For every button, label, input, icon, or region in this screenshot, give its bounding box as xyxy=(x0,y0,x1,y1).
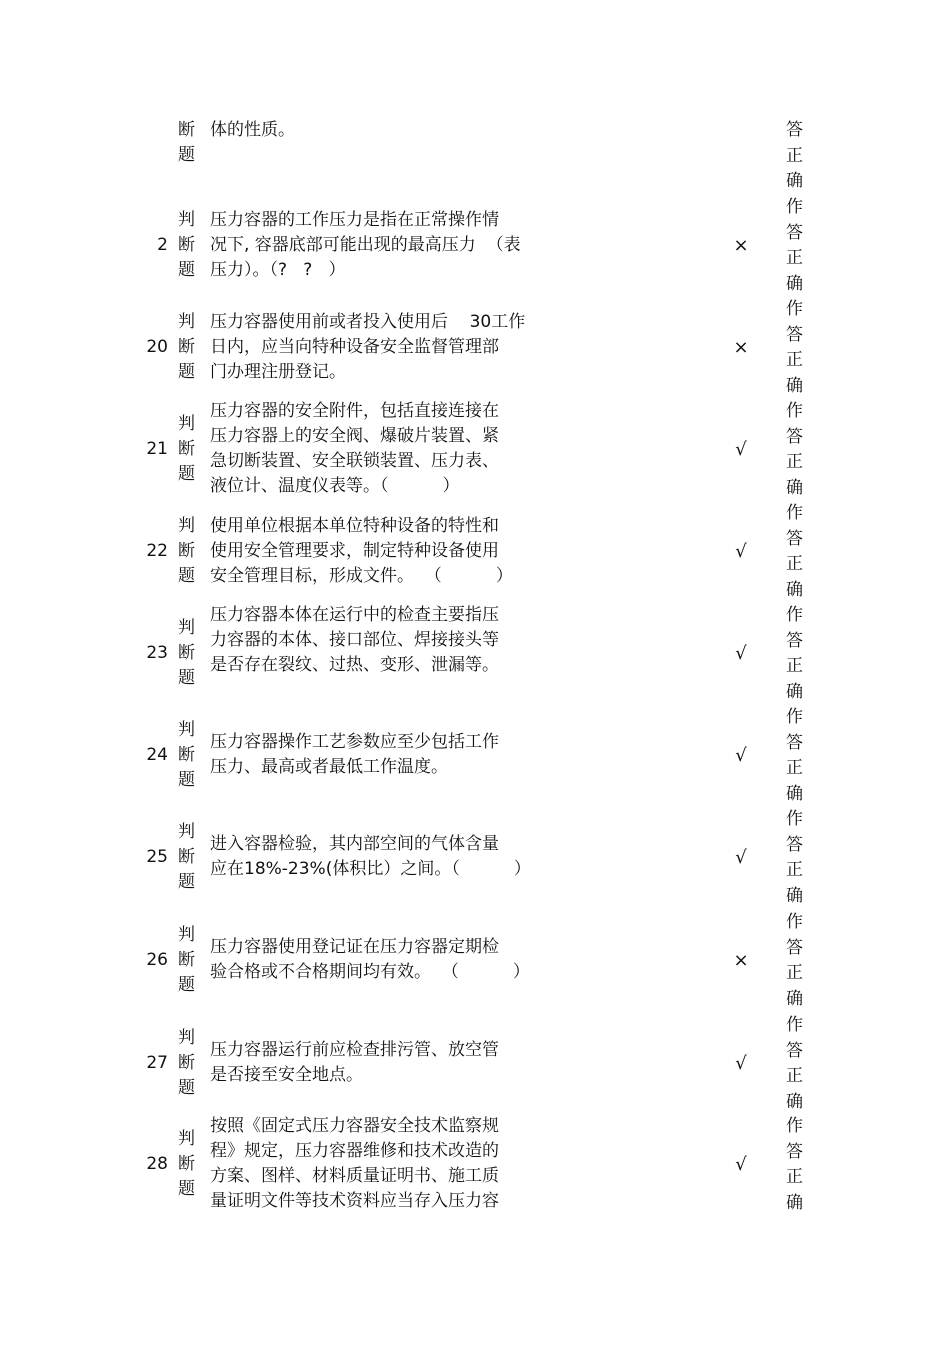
question-type: 判 断 题 xyxy=(178,312,195,382)
question-text: 压力容器的工作压力是指在正常操作情 况下, 容器底部可能出现的最高压力 （表 压力）。（? ? ） xyxy=(210,210,521,280)
question-text: 进入容器检验，其内部空间的气体含量 应在18%-23%(体积比）之间。（ ） xyxy=(210,834,531,879)
answer-mark: √ xyxy=(735,643,747,664)
question-number: 26 xyxy=(146,950,168,970)
question-type: 判 断 题 xyxy=(178,925,195,995)
question-number: 24 xyxy=(146,745,168,765)
question-type: 判 断 题 xyxy=(178,720,195,790)
answer-status: 作 答 正 确 xyxy=(786,605,803,702)
answer-status: 作 答 正 确 xyxy=(786,503,803,600)
question-text: 压力容器本体在运行中的检查主要指压 力容器的本体、接口部位、焊接接头等 是否存在裂纹、过热、变形、泄漏等。 xyxy=(210,605,499,675)
question-text: 压力容器使用前或者投入使用后 30工作 日内，应当向特种设备安全监督管理部 门办理注册登记。 xyxy=(210,312,526,382)
question-type: 判 断 题 xyxy=(178,1028,195,1098)
answer-status: 作 答 正 确 xyxy=(786,197,803,294)
question-text: 体的性质。 xyxy=(210,120,295,140)
answer-mark: × xyxy=(733,235,749,256)
answer-mark: √ xyxy=(735,439,747,460)
answer-status: 作 答 正 确 xyxy=(786,912,803,1009)
question-type: 判 断 题 xyxy=(178,1129,195,1199)
answer-status: 作 答 正 确 xyxy=(786,1015,803,1112)
answer-mark: √ xyxy=(735,1154,747,1175)
answer-status: 作 答 正 确 xyxy=(786,809,803,906)
answer-status: 作 答 正 确 xyxy=(786,707,803,804)
question-number: 23 xyxy=(146,643,168,663)
question-type: 断 题 xyxy=(178,120,195,165)
question-type: 判 断 题 xyxy=(178,822,195,892)
answer-status: 作 答 正 确 xyxy=(786,1116,803,1213)
question-number: 20 xyxy=(146,337,168,357)
question-type: 判 断 题 xyxy=(178,210,195,280)
question-text: 压力容器的安全附件，包括直接连接在 压力容器上的安全阀、爆破片装置、紧 急切断装置、安全联锁装置、压力表、 液位计、温度仪表等。（ ） xyxy=(210,401,499,496)
question-text: 按照《固定式压力容器安全技术监察规 程》规定，压力容器维修和技术改造的 方案、图样、材料质量证明书、施工质 量证明文件等技术资料应当存入压力容 xyxy=(210,1116,499,1211)
question-number: 25 xyxy=(146,847,168,867)
answer-mark: × xyxy=(733,337,749,358)
question-text: 压力容器运行前应检查排污管、放空管 是否接至安全地点。 xyxy=(210,1040,499,1085)
question-number: 27 xyxy=(146,1053,168,1073)
question-type: 判 断 题 xyxy=(178,414,195,484)
question-text: 压力容器使用登记证在压力容器定期检 验合格或不合格期间均有效。 （ ） xyxy=(210,937,530,982)
question-number: 28 xyxy=(146,1154,168,1174)
answer-status: 答 正 确 xyxy=(786,120,803,191)
question-text: 使用单位根据本单位特种设备的特性和 使用安全管理要求，制定特种设备使用 安全管理目标，形成文件。 （ ） xyxy=(210,516,513,586)
answer-mark: √ xyxy=(735,541,747,562)
question-number: 22 xyxy=(146,541,168,561)
answer-status: 作 答 正 确 xyxy=(786,401,803,498)
question-type: 判 断 题 xyxy=(178,516,195,586)
question-number: 21 xyxy=(146,439,168,459)
answer-mark: × xyxy=(733,950,749,971)
answer-status: 作 答 正 确 xyxy=(786,299,803,396)
question-number: 2 xyxy=(157,235,168,255)
question-text: 压力容器操作工艺参数应至少包括工作 压力、最高或者最低工作温度。 xyxy=(210,732,499,777)
question-type: 判 断 题 xyxy=(178,618,195,688)
answer-mark: √ xyxy=(735,847,747,868)
answer-mark: √ xyxy=(735,745,747,766)
answer-mark: √ xyxy=(735,1053,747,1074)
